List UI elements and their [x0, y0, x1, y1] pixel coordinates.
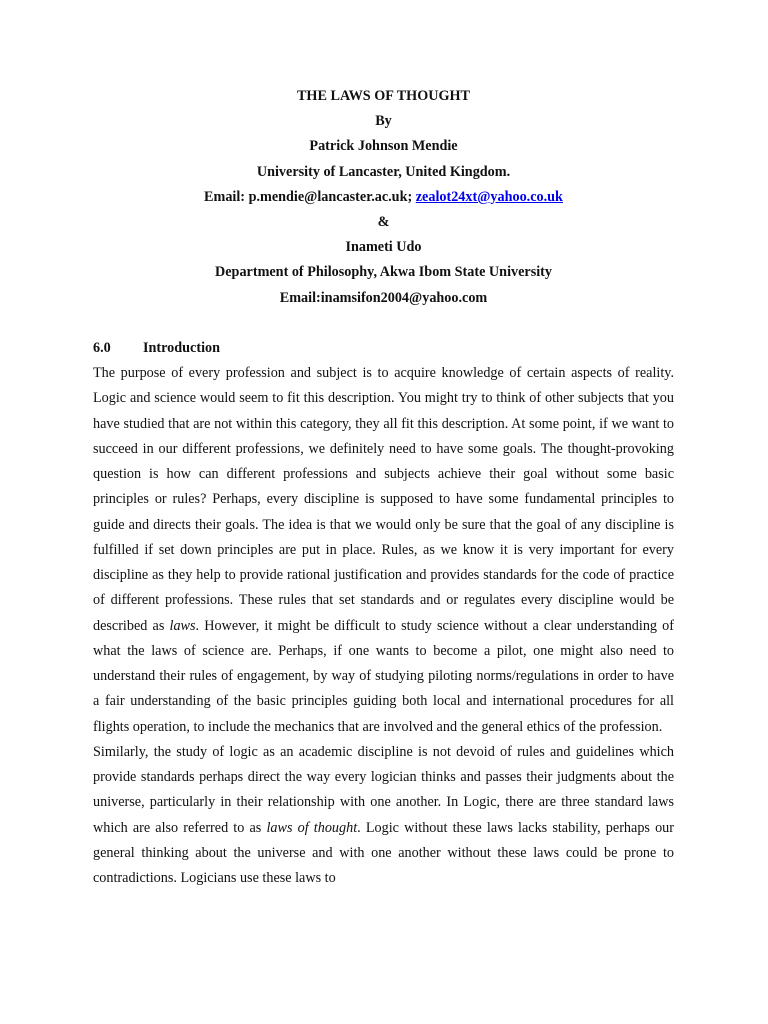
- author-email-2: Email:inamsifon2004@yahoo.com: [279, 289, 488, 306]
- author-name-1: Patrick Johnson Mendie: [309, 138, 458, 155]
- author-email-1: Email: p.mendie@lancaster.ac.uk;: [204, 188, 416, 205]
- author-separator: &: [377, 214, 390, 231]
- body-paragraph-2: [93, 740, 674, 892]
- title-block: [93, 84, 674, 311]
- body-paragraph-1: [93, 361, 674, 740]
- section-title: Introduction: [143, 339, 220, 356]
- by-line: By: [375, 113, 392, 130]
- paragraph-1-italic-term: laws: [169, 617, 196, 634]
- section-heading: [93, 336, 674, 361]
- paragraph-2-text-a: Similarly, the study of logic as an academic discipline is not devoid of rules and guidelines which provide standards perhaps direct the way every logician thinks and passes their judgments about the universe, particularly in their relationship with one another. In Logic, there are three standard laws which are also referred to as: [93, 743, 674, 836]
- author-name-2: Inameti Udo: [345, 239, 422, 256]
- author-affiliation-2: Department of Philosophy, Akwa Ibom State University: [215, 264, 552, 281]
- paragraph-2-italic-term: laws of thought: [266, 819, 358, 836]
- author-affiliation-1: University of Lancaster, United Kingdom.: [256, 163, 511, 180]
- document-page: [93, 84, 674, 891]
- paragraph-1-text-a: The purpose of every profession and subject is to acquire knowledge of certain aspects of reality. Logic and science would seem to fit this description. You might try to think of other subjects that you have studied that are not within this category, they all fit this description. At some point, if we want to succeed in our different professions, we definitely need to have some goals. The thought-provoking question is how can different professions and subjects achieve their goal without some basic principles or rules? Perhaps, every discipline is supposed to have some fundamental principles to guide and directs their goals. The idea is that we would only be sure that the goal of any discipline is fulfilled if set down principles are put in place. Rules, as we know it is very important for every discipline as they help to provide rational justification and provides standards for the code of practice of different professions. These rules that set standards and or regulates every discipline would be described as: [93, 365, 674, 634]
- paragraph-2-text-b: . Logic without these laws lacks stability, perhaps our general thinking about the universe and with one another without these laws could be prone to contradictions. Logicians use these laws to: [93, 819, 674, 887]
- section-number: 6.0: [93, 339, 111, 356]
- paragraph-1-text-b: . However, it might be difficult to study science without a clear understanding of what the laws of science are. Perhaps, if one wants to become a pilot, one might also need to understand their rules of engagement, by way of studying piloting norms/regulations in order to have a fair understanding of the basic principles guiding both local and international procedures for all flights operation, to include the mechanics that are involved and the general ethics of the profession.: [93, 617, 674, 735]
- author-email-link[interactable]: zealot24xt@yahoo.co.uk: [415, 188, 563, 205]
- author-email-line-1: [93, 185, 674, 210]
- paper-title: THE LAWS OF THOUGHT: [296, 88, 471, 104]
